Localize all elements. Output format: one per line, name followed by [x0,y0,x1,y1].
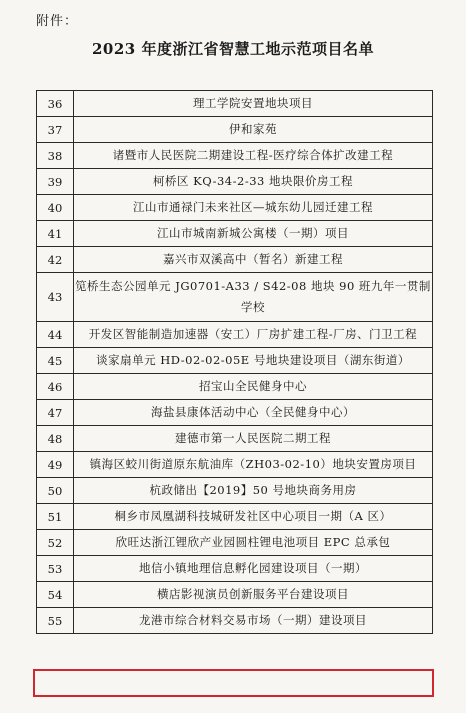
project-name: 诸暨市人民医院二期建设工程-医疗综合体扩改建工程 [74,143,433,169]
row-number: 47 [37,400,74,426]
project-name: 地信小镇地理信息孵化园建设项目（一期） [74,556,433,582]
project-name: 欣旺达浙江锂欣产业园圆柱锂电池项目 EPC 总承包 [74,530,433,556]
table-row [37,247,433,273]
row-number: 36 [37,91,74,117]
table-row [37,195,433,221]
table-row-highlighted [37,608,433,634]
project-name: 伊和家苑 [74,117,433,143]
row-number: 53 [37,556,74,582]
document-title: 2023 年度浙江省智慧工地示范项目名单 [92,40,374,58]
project-name: 江山市通禄门未来社区—城东幼儿园迁建工程 [74,195,433,221]
table-row [37,374,433,400]
table-row [37,504,433,530]
table-row [37,91,433,117]
project-name: 海盐县康体活动中心（全民健身中心） [74,400,433,426]
project-name: 柯桥区 KQ-34-2-33 地块限价房工程 [74,169,433,195]
row-number: 41 [37,221,74,247]
table-row [37,348,433,374]
project-name: 横店影视演员创新服务平台建设项目 [74,582,433,608]
highlight-box [33,669,434,697]
row-number: 45 [37,348,74,374]
project-name: 开发区智能制造加速器（安工）厂房扩建工程-厂房、门卫工程 [74,322,433,348]
project-list-table [36,90,433,634]
row-number: 48 [37,426,74,452]
table-row [37,143,433,169]
project-name: 理工学院安置地块项目 [74,91,433,117]
row-number: 44 [37,322,74,348]
row-number: 54 [37,582,74,608]
project-name: 江山市城南新城公寓楼（一期）项目 [74,221,433,247]
row-number: 51 [37,504,74,530]
row-number: 37 [37,117,74,143]
table-row [37,530,433,556]
row-number: 50 [37,478,74,504]
row-number: 52 [37,530,74,556]
project-name: 镇海区蛟川街道原东航油库（ZH03-02-10）地块安置房项目 [74,452,433,478]
row-number: 46 [37,374,74,400]
row-number: 42 [37,247,74,273]
table-row [37,221,433,247]
table-row [37,273,433,322]
project-name: 建德市第一人民医院二期工程 [74,426,433,452]
table-row [37,582,433,608]
project-name: 嘉兴市双溪高中（暂名）新建工程 [74,247,433,273]
table-row [37,400,433,426]
table-row [37,478,433,504]
row-number: 40 [37,195,74,221]
project-name: 招宝山全民健身中心 [74,374,433,400]
attachment-label: 附件： [36,14,79,29]
row-number: 49 [37,452,74,478]
project-name: 龙港市综合材料交易市场（一期）建设项目 [74,608,433,634]
table-row [37,556,433,582]
project-name: 桐乡市凤凰湖科技城研发社区中心项目一期（A 区） [74,504,433,530]
row-number: 55 [37,608,74,634]
table-row [37,322,433,348]
row-number: 43 [37,273,74,322]
project-name: 笕桥生态公园单元 JG0701-A33 / S42-08 地块 90 班九年一贯制学校 [74,273,433,322]
row-number: 39 [37,169,74,195]
table-row [37,452,433,478]
row-number: 38 [37,143,74,169]
table-row [37,169,433,195]
table-row [37,426,433,452]
project-name: 谈家扇单元 HD-02-02-05E 号地块建设项目（湖东街道） [74,348,433,374]
project-name: 杭政储出【2019】50 号地块商务用房 [74,478,433,504]
table-row [37,117,433,143]
